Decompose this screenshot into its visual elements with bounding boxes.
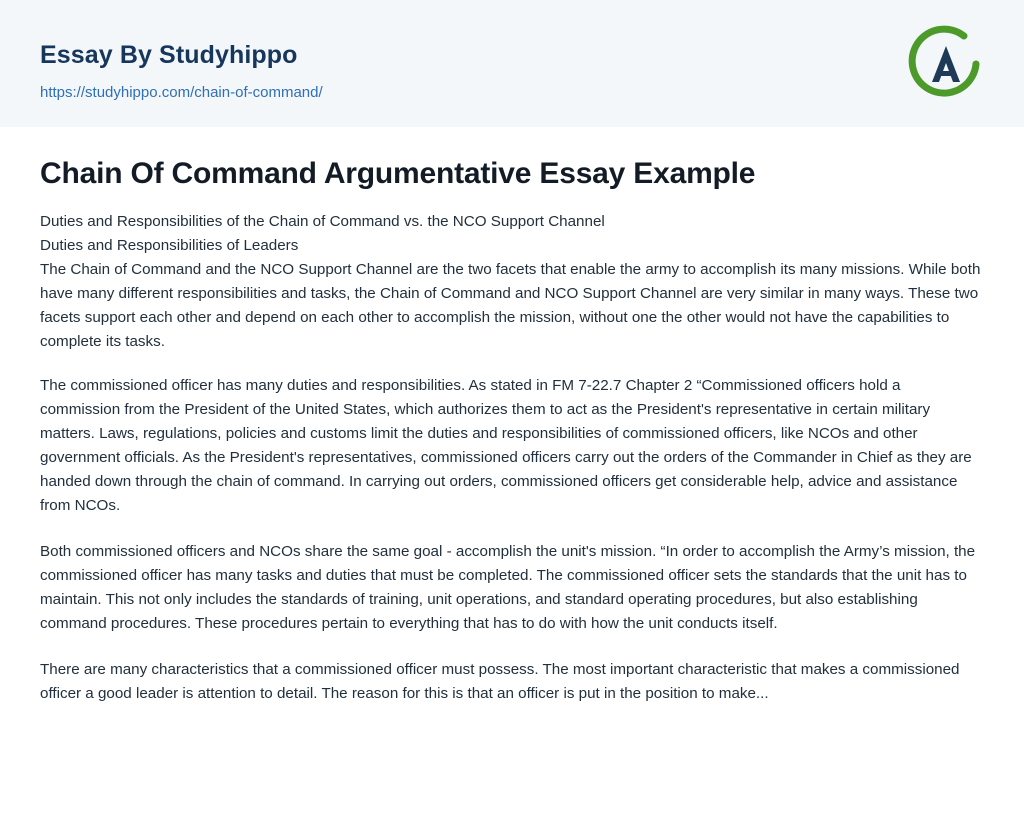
brand-title: Essay By Studyhippo bbox=[40, 41, 298, 69]
subheading-duties-chain-of-command: Duties and Responsibilities of the Chain of Command vs. the NCO Support Channel bbox=[40, 213, 605, 230]
paragraph: The commissioned officer has many duties and responsibilities. As stated in FM 7-22.7 Chapter 2 “Commissioned officers hold a commission from the President of the United States, which authorizes them to act as the President's representative in certain military matters. Laws, regulations, policies and customs limit the duties and responsibilities of commissioned officers, like NCOs and other government officials. As the President's representatives, commissioned officers carry out the orders of the Commander in Chief as they are handed down through the chain of command. In carrying out orders, commissioned officers get considerable help, advice and assistance from NCOs. bbox=[40, 377, 972, 514]
subheading-duties-of-leaders: Duties and Responsibilities of Leaders bbox=[40, 237, 299, 254]
site-header bbox=[0, 0, 1024, 127]
paragraph: The Chain of Command and the NCO Support Channel are the two facets that enable the army to accomplish its many missions. While both have many different responsibilities and tasks, the Chain of Command and NCO Support Channel are very similar in many ways. These two facets support each other and depend on each other to accomplish the mission, without one the other would not have the capabilities to complete its tasks. bbox=[40, 261, 981, 350]
paragraph: Both commissioned officers and NCOs share the same goal - accomplish the unit's mission. “In order to accomplish the Army’s mission, the commissioned officer has many tasks and duties that must be completed. The commissioned officer sets the standards that the unit has to maintain. This not only includes the standards of training, unit operations, and standard operating procedures, but also establishing command procedures. These procedures pertain to everything that has to do with how the unit conducts itself. bbox=[40, 543, 976, 632]
source-url-link[interactable]: https://studyhippo.com/chain-of-command/ bbox=[40, 84, 323, 101]
paragraph: There are many characteristics that a commissioned officer must possess. The most important characteristic that makes a commissioned officer a good leader is attention to detail. The reason for this is that an officer is put in the position to make... bbox=[40, 661, 960, 702]
document-body bbox=[0, 127, 1024, 706]
studyhippo-circle-a-logo-icon bbox=[904, 22, 988, 106]
page-title: Chain Of Command Argumentative Essay Example bbox=[40, 157, 756, 190]
